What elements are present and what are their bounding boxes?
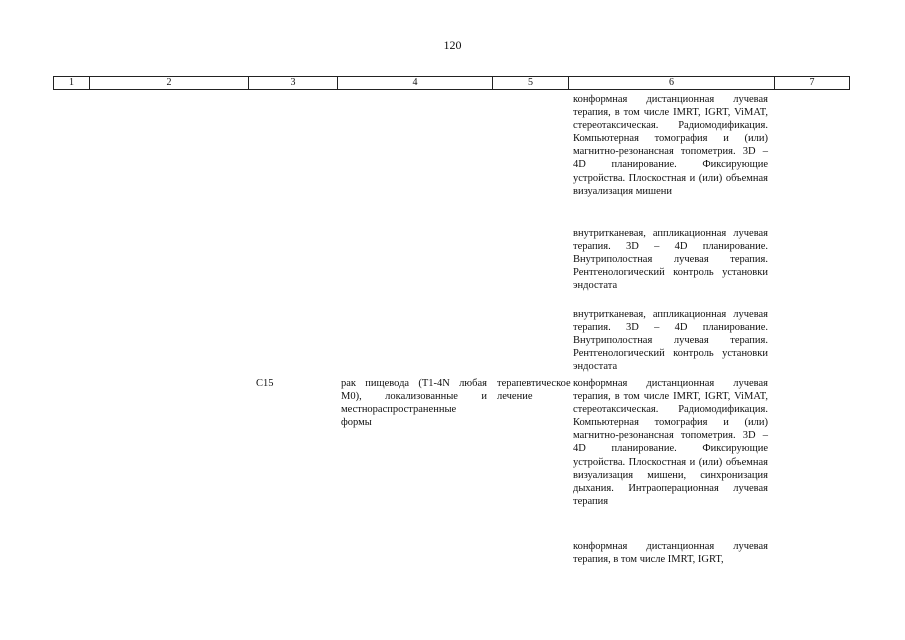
column-header-6: 6 [568, 76, 774, 89]
column-header-5: 5 [492, 76, 568, 89]
method-text-block-1: конформная дистанционная лучевая терапия, в том числе IMRT, IGRT, ViMAT, стереотаксическая. Радиомодификация. Компьютерная томография и (или) магнитно-резонансная топометрия. 3D – 4D планирование. Фиксирующие устройства. Плоскостная и (или) объемная визуализация мишени [573, 94, 768, 197]
column-header-1: 1 [53, 76, 89, 89]
method-text-block-5: конформная дистанционная лучевая терапия, в том числе IMRT, IGRT, [573, 541, 768, 566]
method-text-block-3: внутритканевая, аппликационная лучевая терапия. 3D – 4D планирование. Внутриполостная лучевая терапия. Рентгенологический контроль установки эндостата [573, 309, 768, 373]
method-text-block-2: внутритканевая, аппликационная лучевая терапия. 3D – 4D планирование. Внутриполостная лучевая терапия. Рентгенологический контроль установки эндостата [573, 228, 768, 292]
method-c15: конформная дистанционная лучевая терапия, в том числе IMRT, IGRT, ViMAT, стереотаксическая. Радиомодификация. Компьютерная томография и (или) магнитно-резонансная топометрия. 3D – 4D планирование. Фиксирующие устройства. Плоскостная и (или) объемная визуализация мишени, синхронизация дыхания. Интраоперационная лучевая терапия [573, 378, 768, 507]
page-number: 120 [443, 38, 462, 52]
column-header-3: 3 [248, 76, 337, 89]
column-header-7: 7 [774, 76, 850, 89]
diagnosis-code-c15: C15 [256, 378, 274, 389]
column-header-2: 2 [89, 76, 248, 89]
diagnosis-c15: рак пищевода (T1-4N любая M0), локализованные и местнораспространенные формы [341, 378, 487, 429]
table-header-bottom-rule [53, 89, 850, 90]
treatment-type-c15: терапевтическое лечение [497, 378, 571, 403]
column-header-4: 4 [337, 76, 492, 89]
